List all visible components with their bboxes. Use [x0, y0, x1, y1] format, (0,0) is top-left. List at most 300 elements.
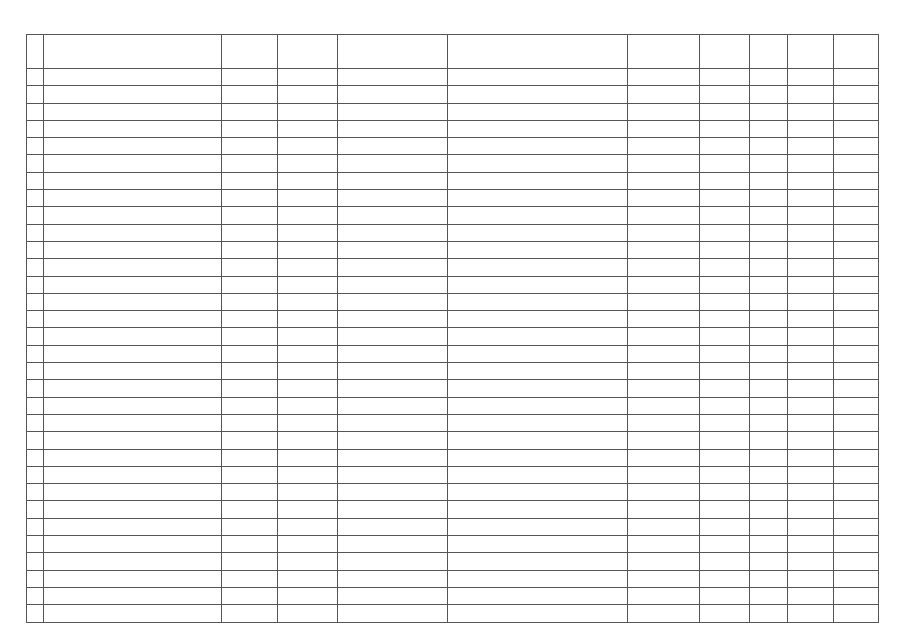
cell-land-category [338, 587, 448, 604]
cell-permitted-use [448, 259, 628, 276]
table-row [27, 518, 879, 535]
cell-area [750, 138, 788, 155]
cell-land-category [338, 172, 448, 189]
cell-average-value [700, 553, 750, 570]
cell-row-number [27, 414, 44, 431]
cell-row-number [27, 86, 44, 103]
cell-row-number [27, 553, 44, 570]
cell-location [44, 103, 222, 120]
cell-cadastral-value [834, 138, 879, 155]
cell-cadastral-value [834, 484, 879, 501]
cell-cadastral-value [834, 241, 879, 258]
cell-location [44, 518, 222, 535]
cell-cadastral-number [278, 207, 338, 224]
table-row [27, 414, 879, 431]
cell-row-number [27, 69, 44, 86]
cell-area [750, 536, 788, 553]
cell-location [44, 259, 222, 276]
cell-location [44, 224, 222, 241]
table-header-row [27, 35, 879, 69]
cell-row-number [27, 328, 44, 345]
table-row [27, 345, 879, 362]
cell-cadastral-value [834, 363, 879, 380]
cell-location [44, 311, 222, 328]
header-permitted-use [448, 35, 628, 69]
table-row [27, 276, 879, 293]
cell-row-number [27, 103, 44, 120]
cell-average-value [700, 432, 750, 449]
cell-coefficient [628, 259, 700, 276]
cell-permitted-use [448, 484, 628, 501]
document-sheet [26, 34, 878, 623]
cell-cadastral-number [278, 397, 338, 414]
cell-coefficient [628, 69, 700, 86]
cell-permitted-use [448, 207, 628, 224]
cell-district [222, 605, 278, 622]
cell-cadastral-number [278, 466, 338, 483]
cell-cadastral-number [278, 501, 338, 518]
cell-upks [788, 172, 834, 189]
cell-area [750, 587, 788, 604]
cell-land-category [338, 484, 448, 501]
cell-permitted-use [448, 86, 628, 103]
cell-location [44, 587, 222, 604]
cell-location [44, 138, 222, 155]
cell-average-value [700, 276, 750, 293]
cell-cadastral-value [834, 501, 879, 518]
cell-land-category [338, 293, 448, 310]
cell-permitted-use [448, 414, 628, 431]
cell-coefficient [628, 587, 700, 604]
cell-cadastral-value [834, 190, 879, 207]
cell-permitted-use [448, 501, 628, 518]
cell-district [222, 207, 278, 224]
cell-cadastral-value [834, 172, 879, 189]
cell-upks [788, 587, 834, 604]
cell-land-category [338, 241, 448, 258]
table-row [27, 224, 879, 241]
cell-row-number [27, 276, 44, 293]
cell-upks [788, 293, 834, 310]
cell-land-category [338, 276, 448, 293]
header-row-number [27, 35, 44, 69]
cell-cadastral-number [278, 328, 338, 345]
cell-cadastral-number [278, 86, 338, 103]
cell-permitted-use [448, 466, 628, 483]
cell-permitted-use [448, 138, 628, 155]
cell-land-category [338, 449, 448, 466]
cell-land-category [338, 432, 448, 449]
cell-area [750, 241, 788, 258]
cell-row-number [27, 293, 44, 310]
cell-upks [788, 432, 834, 449]
cell-coefficient [628, 241, 700, 258]
cell-permitted-use [448, 293, 628, 310]
cell-cadastral-number [278, 587, 338, 604]
table-row [27, 449, 879, 466]
cell-land-category [338, 69, 448, 86]
cell-cadastral-number [278, 536, 338, 553]
cell-cadastral-number [278, 293, 338, 310]
cell-upks [788, 190, 834, 207]
cell-average-value [700, 501, 750, 518]
cell-district [222, 241, 278, 258]
cell-location [44, 69, 222, 86]
cell-area [750, 103, 788, 120]
table-row [27, 138, 879, 155]
cell-location [44, 363, 222, 380]
cell-cadastral-number [278, 276, 338, 293]
cell-average-value [700, 120, 750, 137]
cell-location [44, 276, 222, 293]
header-upks [788, 35, 834, 69]
cell-row-number [27, 155, 44, 172]
cell-average-value [700, 449, 750, 466]
cell-cadastral-value [834, 587, 879, 604]
cell-average-value [700, 138, 750, 155]
cell-upks [788, 276, 834, 293]
cell-area [750, 293, 788, 310]
cell-district [222, 172, 278, 189]
cell-coefficient [628, 432, 700, 449]
cell-coefficient [628, 103, 700, 120]
cell-coefficient [628, 363, 700, 380]
cell-cadastral-value [834, 449, 879, 466]
cell-upks [788, 345, 834, 362]
cell-coefficient [628, 501, 700, 518]
cell-location [44, 605, 222, 622]
cell-permitted-use [448, 120, 628, 137]
cell-row-number [27, 190, 44, 207]
cell-cadastral-value [834, 155, 879, 172]
cell-cadastral-number [278, 120, 338, 137]
cell-permitted-use [448, 432, 628, 449]
cell-coefficient [628, 397, 700, 414]
cell-land-category [338, 155, 448, 172]
cell-upks [788, 328, 834, 345]
cell-area [750, 172, 788, 189]
cell-district [222, 587, 278, 604]
cell-cadastral-number [278, 553, 338, 570]
cell-district [222, 449, 278, 466]
cell-cadastral-value [834, 466, 879, 483]
cell-location [44, 432, 222, 449]
cell-location [44, 501, 222, 518]
cell-row-number [27, 241, 44, 258]
cell-permitted-use [448, 397, 628, 414]
cell-upks [788, 536, 834, 553]
cell-land-category [338, 605, 448, 622]
cell-permitted-use [448, 328, 628, 345]
cell-cadastral-value [834, 432, 879, 449]
table-row [27, 432, 879, 449]
cell-location [44, 120, 222, 137]
cell-area [750, 501, 788, 518]
cell-district [222, 155, 278, 172]
cell-coefficient [628, 414, 700, 431]
header-location [44, 35, 222, 69]
cell-cadastral-number [278, 380, 338, 397]
cell-upks [788, 138, 834, 155]
cell-district [222, 259, 278, 276]
table-row [27, 311, 879, 328]
cell-district [222, 414, 278, 431]
land-parcels-table [26, 34, 879, 623]
table-row [27, 328, 879, 345]
cell-average-value [700, 103, 750, 120]
cell-coefficient [628, 207, 700, 224]
header-land-category [338, 35, 448, 69]
cell-cadastral-number [278, 432, 338, 449]
cell-location [44, 207, 222, 224]
cell-land-category [338, 397, 448, 414]
cell-land-category [338, 328, 448, 345]
cell-upks [788, 414, 834, 431]
cell-district [222, 311, 278, 328]
table-row [27, 605, 879, 622]
cell-upks [788, 553, 834, 570]
cell-area [750, 190, 788, 207]
cell-average-value [700, 86, 750, 103]
cell-permitted-use [448, 311, 628, 328]
cell-upks [788, 103, 834, 120]
cell-average-value [700, 484, 750, 501]
cell-average-value [700, 345, 750, 362]
cell-district [222, 224, 278, 241]
cell-location [44, 345, 222, 362]
table-row [27, 120, 879, 137]
cell-area [750, 345, 788, 362]
cell-land-category [338, 466, 448, 483]
cell-location [44, 172, 222, 189]
cell-district [222, 363, 278, 380]
cell-permitted-use [448, 570, 628, 587]
cell-coefficient [628, 190, 700, 207]
cell-location [44, 328, 222, 345]
cell-location [44, 553, 222, 570]
cell-location [44, 155, 222, 172]
cell-area [750, 570, 788, 587]
cell-upks [788, 259, 834, 276]
cell-upks [788, 363, 834, 380]
table-row [27, 103, 879, 120]
cell-land-category [338, 190, 448, 207]
cell-upks [788, 155, 834, 172]
cell-location [44, 241, 222, 258]
cell-area [750, 553, 788, 570]
cell-row-number [27, 536, 44, 553]
cell-land-category [338, 518, 448, 535]
cell-upks [788, 380, 834, 397]
cell-upks [788, 484, 834, 501]
cell-location [44, 466, 222, 483]
cell-coefficient [628, 224, 700, 241]
cell-district [222, 138, 278, 155]
cell-upks [788, 397, 834, 414]
table-row [27, 86, 879, 103]
cell-district [222, 103, 278, 120]
cell-district [222, 69, 278, 86]
cell-upks [788, 466, 834, 483]
cell-area [750, 224, 788, 241]
table-row [27, 570, 879, 587]
cell-permitted-use [448, 518, 628, 535]
cell-permitted-use [448, 363, 628, 380]
table-row [27, 363, 879, 380]
cell-district [222, 293, 278, 310]
cell-upks [788, 207, 834, 224]
cell-district [222, 86, 278, 103]
cell-upks [788, 241, 834, 258]
cell-average-value [700, 224, 750, 241]
cell-cadastral-value [834, 518, 879, 535]
cell-coefficient [628, 293, 700, 310]
cell-land-category [338, 120, 448, 137]
cell-row-number [27, 363, 44, 380]
cell-row-number [27, 518, 44, 535]
cell-district [222, 553, 278, 570]
cell-row-number [27, 120, 44, 137]
table-row [27, 380, 879, 397]
cell-area [750, 449, 788, 466]
table-row [27, 293, 879, 310]
cell-land-category [338, 414, 448, 431]
cell-district [222, 432, 278, 449]
cell-average-value [700, 172, 750, 189]
cell-area [750, 484, 788, 501]
cell-cadastral-number [278, 241, 338, 258]
cell-cadastral-value [834, 103, 879, 120]
cell-row-number [27, 138, 44, 155]
cell-coefficient [628, 276, 700, 293]
cell-cadastral-value [834, 570, 879, 587]
cell-cadastral-number [278, 311, 338, 328]
table-row [27, 587, 879, 604]
cell-permitted-use [448, 103, 628, 120]
cell-area [750, 276, 788, 293]
cell-upks [788, 224, 834, 241]
cell-cadastral-number [278, 518, 338, 535]
cell-permitted-use [448, 345, 628, 362]
cell-upks [788, 311, 834, 328]
cell-district [222, 518, 278, 535]
cell-row-number [27, 311, 44, 328]
cell-upks [788, 449, 834, 466]
cell-coefficient [628, 172, 700, 189]
cell-cadastral-number [278, 138, 338, 155]
cell-average-value [700, 587, 750, 604]
cell-coefficient [628, 536, 700, 553]
cell-district [222, 570, 278, 587]
cell-permitted-use [448, 587, 628, 604]
cell-cadastral-number [278, 345, 338, 362]
cell-coefficient [628, 120, 700, 137]
table-row [27, 259, 879, 276]
cell-area [750, 155, 788, 172]
cell-row-number [27, 587, 44, 604]
table-row [27, 536, 879, 553]
table-row [27, 501, 879, 518]
cell-row-number [27, 380, 44, 397]
cell-cadastral-number [278, 224, 338, 241]
cell-row-number [27, 345, 44, 362]
cell-cadastral-value [834, 397, 879, 414]
cell-cadastral-value [834, 224, 879, 241]
cell-land-category [338, 138, 448, 155]
cell-district [222, 501, 278, 518]
cell-cadastral-value [834, 293, 879, 310]
cell-cadastral-value [834, 207, 879, 224]
cell-permitted-use [448, 69, 628, 86]
cell-upks [788, 518, 834, 535]
cell-cadastral-value [834, 120, 879, 137]
cell-area [750, 259, 788, 276]
cell-cadastral-value [834, 380, 879, 397]
cell-land-category [338, 259, 448, 276]
cell-permitted-use [448, 449, 628, 466]
cell-average-value [700, 311, 750, 328]
cell-location [44, 570, 222, 587]
cell-area [750, 311, 788, 328]
cell-row-number [27, 432, 44, 449]
cell-land-category [338, 380, 448, 397]
cell-cadastral-number [278, 363, 338, 380]
cell-area [750, 363, 788, 380]
cell-upks [788, 69, 834, 86]
cell-cadastral-number [278, 449, 338, 466]
cell-cadastral-value [834, 311, 879, 328]
cell-area [750, 397, 788, 414]
cell-cadastral-number [278, 605, 338, 622]
cell-cadastral-value [834, 328, 879, 345]
cell-average-value [700, 466, 750, 483]
cell-coefficient [628, 138, 700, 155]
cell-permitted-use [448, 190, 628, 207]
cell-location [44, 86, 222, 103]
cell-permitted-use [448, 172, 628, 189]
cell-average-value [700, 69, 750, 86]
cell-cadastral-value [834, 86, 879, 103]
cell-location [44, 484, 222, 501]
table-row [27, 172, 879, 189]
cell-location [44, 190, 222, 207]
cell-upks [788, 86, 834, 103]
cell-area [750, 518, 788, 535]
cell-land-category [338, 501, 448, 518]
cell-land-category [338, 536, 448, 553]
cell-coefficient [628, 311, 700, 328]
cell-land-category [338, 207, 448, 224]
cell-permitted-use [448, 553, 628, 570]
cell-average-value [700, 380, 750, 397]
cell-row-number [27, 501, 44, 518]
table-row [27, 190, 879, 207]
cell-average-value [700, 397, 750, 414]
cell-district [222, 536, 278, 553]
cell-cadastral-number [278, 69, 338, 86]
cell-upks [788, 605, 834, 622]
header-cadastral-number [278, 35, 338, 69]
cell-coefficient [628, 518, 700, 535]
cell-row-number [27, 449, 44, 466]
cell-average-value [700, 328, 750, 345]
cell-average-value [700, 605, 750, 622]
cell-cadastral-value [834, 605, 879, 622]
table-row [27, 397, 879, 414]
cell-coefficient [628, 553, 700, 570]
cell-average-value [700, 241, 750, 258]
cell-area [750, 69, 788, 86]
